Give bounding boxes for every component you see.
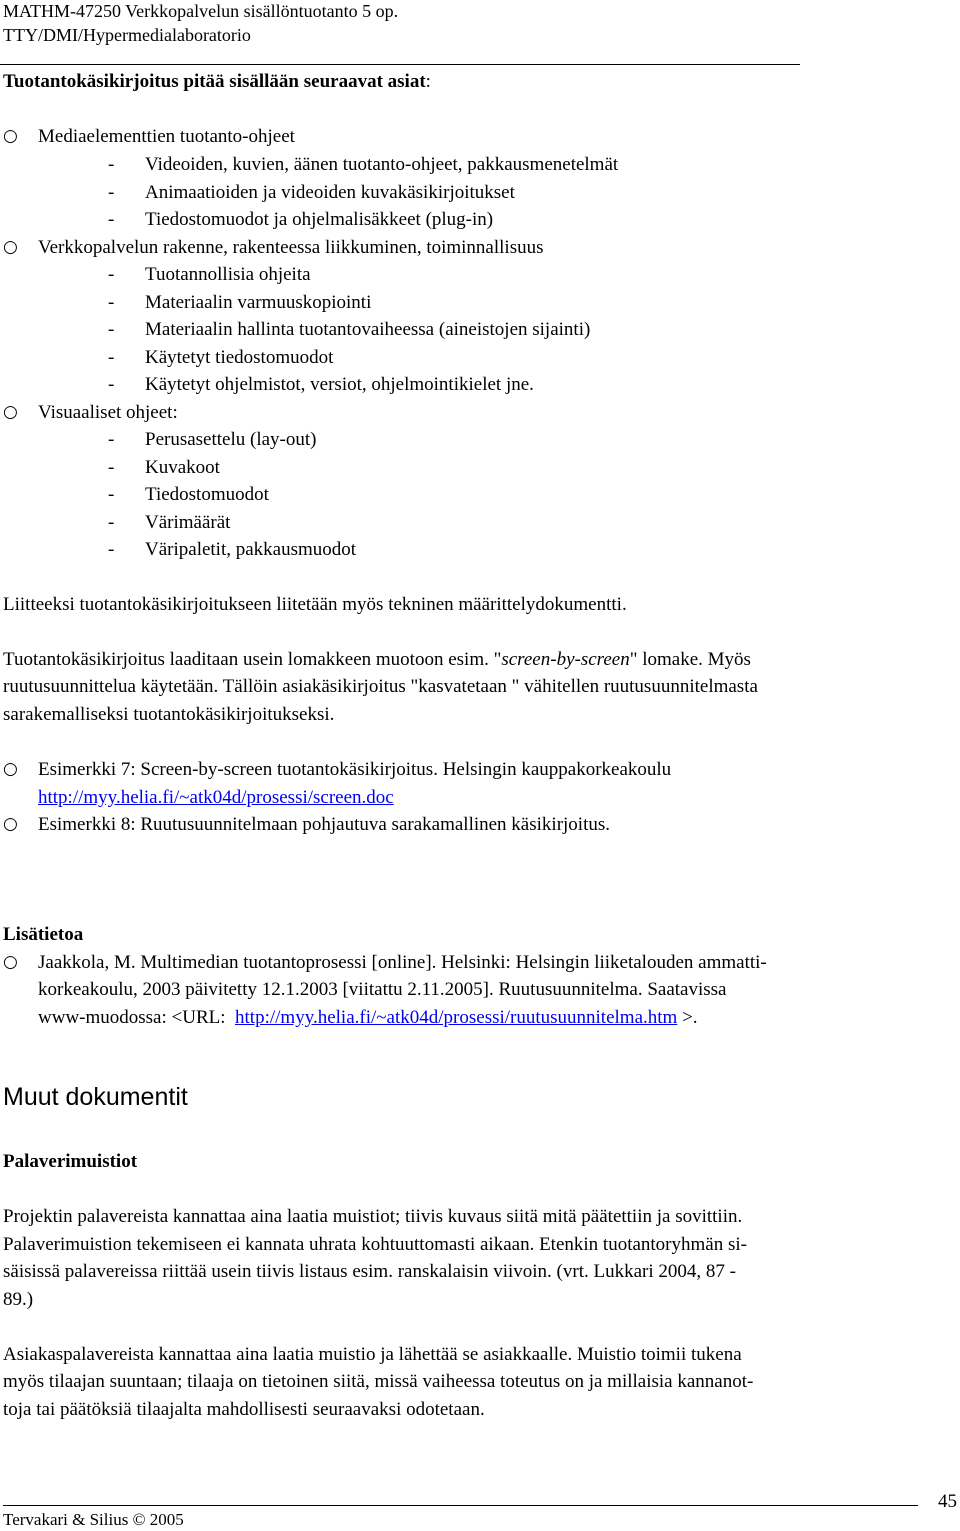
- dash-marker: -: [108, 512, 115, 533]
- bullet-icon: ○: [3, 814, 18, 834]
- form-text-end: " lomake. Myös: [629, 649, 751, 670]
- dash-marker: -: [108, 154, 115, 175]
- meeting-memos-heading: Palaverimuistiot: [3, 1151, 138, 1172]
- example-7-link-row: [38, 784, 394, 812]
- bullet-icon: ○: [3, 952, 18, 972]
- memo-paragraph-2-line: toja tai päätöksiä tilaajalta mahdollisesti seuraavaksi odotetaan.: [3, 1399, 485, 1420]
- sub-list-item: Värimäärät: [145, 512, 231, 533]
- dash-marker: -: [108, 457, 115, 478]
- dash-marker: -: [108, 484, 115, 505]
- reference-line-1: Jaakkola, M. Multimedian tuotantoprosessi [online]. Helsinki: Helsingin liiketalouden ammatti-: [38, 952, 767, 973]
- sub-list-item: Tiedostomuodot: [145, 484, 269, 505]
- more-info-heading: Lisätietoa: [3, 924, 84, 945]
- list-item: Visuaaliset ohjeet:: [38, 402, 178, 423]
- header-divider: [0, 64, 800, 65]
- list-item: Verkkopalvelun rakenne, rakenteessa liikkuminen, toiminnallisuus: [38, 237, 544, 258]
- reference-url-prefix: www-muodossa: <URL:: [38, 1007, 226, 1028]
- sub-list-item: Videoiden, kuvien, äänen tuotanto-ohjeet, pakkausmenetelmät: [145, 154, 619, 175]
- dash-marker: -: [108, 264, 115, 285]
- appendix-paragraph: Liitteeksi tuotantokäsikirjoitukseen liitetään myös tekninen määrittelydokumentti.: [3, 594, 627, 615]
- example-7-text: Esimerkki 7: Screen-by-screen tuotantokäsikirjoitus. Helsingin kauppakorkeakoulu: [38, 759, 672, 780]
- form-paragraph-line-2: ruutusuunnittelua käytetään. Tällöin asiakäsikirjoitus "kasvatetaan " vähitellen ruutusuunnitelmasta: [3, 676, 758, 697]
- screen-by-screen-emphasis: screen-by-screen: [501, 649, 630, 670]
- memo-paragraph-1-line: Projektin palavereista kannattaa aina laatia muistiot; tiivis kuvaus siitä mitä päätettiin ja sovittiin.: [3, 1206, 743, 1227]
- sub-list-item: Perusasettelu (lay-out): [145, 429, 317, 450]
- page-number: 45: [938, 1491, 957, 1512]
- form-paragraph-line-3: sarakemalliseksi tuotantokäsikirjoitukseksi.: [3, 704, 335, 725]
- document-header-department: TTY/DMI/Hypermedialaboratorio: [3, 25, 251, 45]
- memo-paragraph-1-line: säisissä palavereissa riittää usein tiivis listaus esim. ranskalaisin viivoin. (vrt. Lukkari 2004, 87 -: [3, 1261, 736, 1282]
- sub-list-item: Materiaalin hallinta tuotantovaiheessa (aineistojen sijainti): [145, 319, 591, 340]
- reference-line-3: [38, 1004, 698, 1032]
- memo-paragraph-2-line: myös tilaajan suuntaan; tilaaja on tietoinen siitä, missä vaiheessa toteutus on ja millaisia kannanot-: [3, 1371, 754, 1392]
- dash-marker: -: [108, 182, 115, 203]
- memo-paragraph-1-line: 89.): [3, 1289, 34, 1310]
- bullet-icon: ○: [3, 126, 18, 146]
- sub-list-item: Väripaletit, pakkausmuodot: [145, 539, 357, 560]
- memo-paragraph-1-line: Palaverimuistion tekemiseen ei kannata uhrata kohtuuttomasti aikaan. Etenkin tuotantoryhmän si-: [3, 1234, 747, 1255]
- dash-marker: -: [108, 209, 115, 230]
- dash-marker: -: [108, 539, 115, 560]
- list-item: Mediaelementtien tuotanto-ohjeet: [38, 126, 295, 147]
- other-documents-heading: Muut dokumentit: [3, 1083, 188, 1111]
- section-heading-colon: :: [425, 71, 431, 92]
- footer-authors: Tervakari & Silius © 2005: [3, 1510, 184, 1529]
- form-text-start: Tuotantokäsikirjoitus laaditaan usein lomakkeen muotoon esim. ": [3, 649, 502, 670]
- sub-list-item: Tuotannollisia ohjeita: [145, 264, 311, 285]
- bullet-icon: ○: [3, 237, 18, 257]
- footer-divider: [3, 1505, 918, 1506]
- dash-marker: -: [108, 347, 115, 368]
- dash-marker: -: [108, 319, 115, 340]
- memo-paragraph-2-line: Asiakaspalavereista kannattaa aina laatia muistio ja lähettää se asiakkaalle. Muistio toimii tukena: [3, 1344, 742, 1365]
- bullet-icon: ○: [3, 402, 18, 422]
- document-header-course: MATHM-47250 Verkkopalvelun sisällöntuotanto 5 op.: [3, 1, 399, 21]
- sub-list-item: Käytetyt tiedostomuodot: [145, 347, 334, 368]
- dash-marker: -: [108, 292, 115, 313]
- section-heading-text: Tuotantokäsikirjoitus pitää sisällään seuraavat asiat: [3, 71, 426, 92]
- sub-list-item: Kuvakoot: [145, 457, 220, 478]
- sub-list-item: Tiedostomuodot ja ohjelmalisäkkeet (plug-in): [145, 209, 494, 230]
- sub-list-item: Materiaalin varmuuskopiointi: [145, 292, 372, 313]
- sub-list-item: Animaatioiden ja videoiden kuvakäsikirjoitukset: [145, 182, 515, 203]
- reference-link[interactable]: http://myy.helia.fi/~atk04d/prosessi/ruutusuunnitelma.htm: [235, 1007, 678, 1028]
- form-paragraph-line-1: [3, 646, 751, 674]
- section-heading: [3, 68, 431, 96]
- reference-url-suffix: >.: [682, 1007, 698, 1028]
- bullet-icon: ○: [3, 759, 18, 779]
- sub-list-item: Käytetyt ohjelmistot, versiot, ohjelmointikielet jne.: [145, 374, 534, 395]
- reference-line-2: korkeakoulu, 2003 päivitetty 12.1.2003 [viitattu 2.11.2005]. Ruutusuunnitelma. Saatavissa: [38, 979, 727, 1000]
- dash-marker: -: [108, 374, 115, 395]
- example-8-text: Esimerkki 8: Ruutusuunnitelmaan pohjautuva sarakamallinen käsikirjoitus.: [38, 814, 611, 835]
- dash-marker: -: [108, 429, 115, 450]
- example-7-link[interactable]: http://myy.helia.fi/~atk04d/prosessi/screen.doc: [38, 787, 394, 808]
